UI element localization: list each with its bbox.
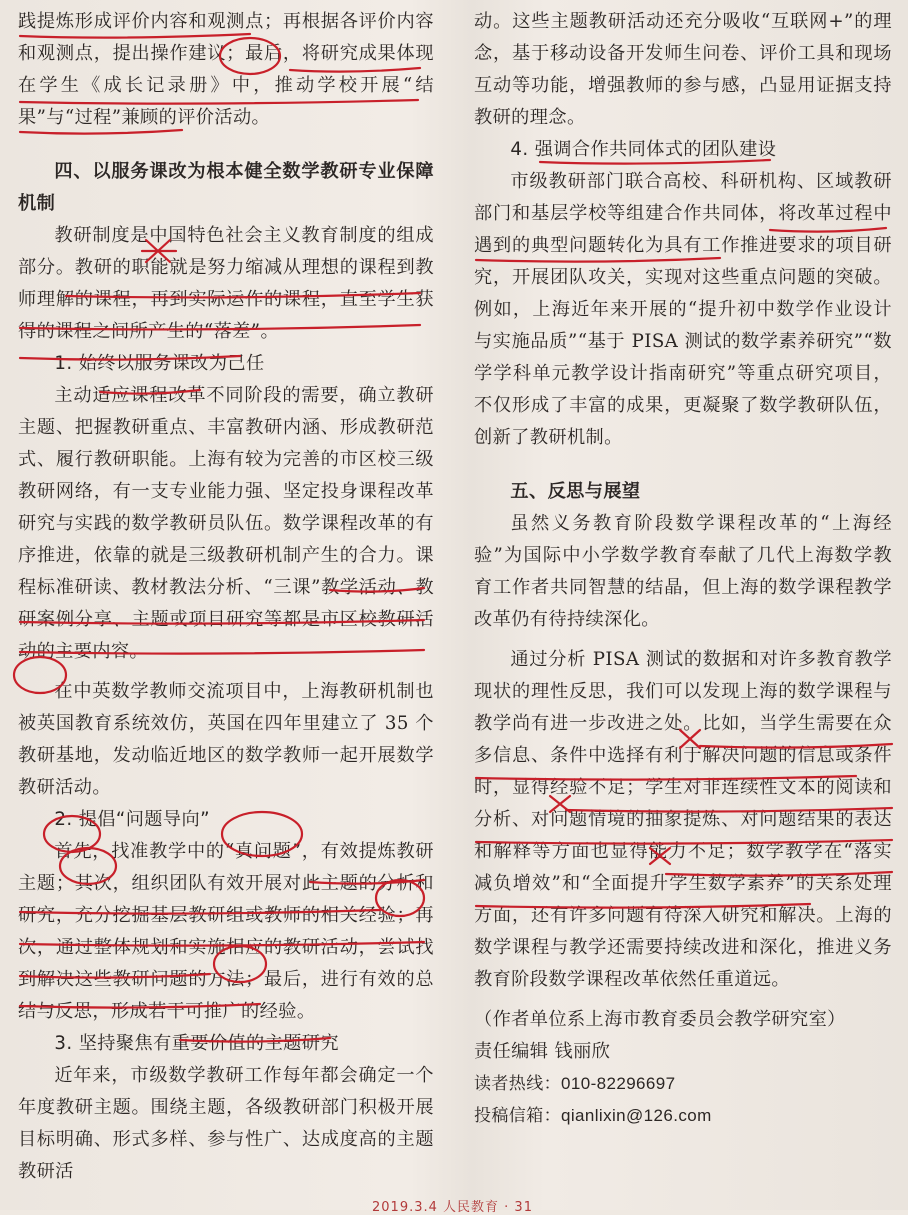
author-affiliation: （作者单位系上海市教育委员会教学研究室） bbox=[474, 1009, 846, 1030]
section5-heading: 五、反思与展望 bbox=[510, 481, 641, 502]
left-column bbox=[18, 6, 434, 1188]
intro-paragraph: 践提炼形成评价内容和观测点；再根据各评价内容和观测点，提出操作建议；最后，将研究成果体现在学生《成长记录册》中，推动学校开展“结果”与“过程”兼顾的评价活动。 bbox=[18, 11, 434, 128]
sub1-paragraph-1: 主动适应课程改革不同阶段的需要，确立教研主题、把握教研重点、丰富教研内涵、形成教研范式、履行教研职能。上海有较为完善的市区校三级教研网络，有一支专业能力强、坚定投身课程改革研究与实践的数学教研员队伍。数学课程改革的有序推进，依靠的就是三级教研机制产生的合力。课程标准研读、教材教法分析、“三课”教学活动、教研案例分享、主题或项目研究等都是市区校教研活动的主要内容。 bbox=[18, 385, 434, 662]
continued-paragraph: 动。这些主题教研活动还充分吸收“互联网+”的理念，基于移动设备开发师生问卷、评价工具和现场互动等功能，增强教师的参与感，凸显用证据支持教研的理念。 bbox=[474, 11, 892, 128]
sub1-heading: 1. 始终以服务课改为己任 bbox=[54, 353, 265, 374]
section5-paragraph-2: 通过分析 PISA 测试的数据和对许多教育教学现状的理性反思，我们可以发现上海的数学课程与教学尚有进一步改进之处。比如，当学生需要在众多信息、条件中选择有利于解决问题的信息或条件时，显得经验不足；学生对非连续性文本的阅读和分析、对问题情境的抽象提炼、对问题结果的表达和解释等方面也显得能力不足；数学教学在“落实减负增效”和“全面提升学生数学素养”的关系处理方面，还有许多问题有待深入研究和解决。上海的数学课程与教学还需要持续改进和深化，推进义务教育阶段数学课程改革依然任重道远。 bbox=[474, 649, 892, 990]
section5-paragraph-1: 虽然义务教育阶段数学课程改革的“上海经验”为国际中小学数学教育奉献了几代上海数学教育工作者共同智慧的结晶，但上海的数学课程教学改革仍有待持续深化。 bbox=[474, 513, 892, 630]
sub4-paragraph: 市级教研部门联合高校、科研机构、区域教研部门和基层学校等组建合作共同体，将改革过程中遇到的典型问题转化为具有工作推进要求的项目研究，开展团队攻关，实现对这些重点问题的突破。例如，上海近年来开展的“提升初中数学作业设计与实施品质”“基于 PISA 测试的数学素养研究”“数学学科单元教学设计指南研究”等重点研究项目，不仅形成了丰富的成果，更凝聚了数学教研队伍，创新了教研机制。 bbox=[474, 171, 892, 448]
section4-heading: 四、以服务课改为根本健全数学教研专业保障机制 bbox=[18, 161, 434, 214]
sub2-paragraph: 首先，找准教学中的“真问题”，有效提炼教研主题；其次，组织团队有效开展对此主题的分析和研究，充分挖掘基层教研组或教师的相关经验；再次，通过整体规划和实施相应的教研活动，尝试找到解决这些教研问题的方法；最后，进行有效的总结与反思，形成若干可推广的经验。 bbox=[18, 841, 434, 1022]
page-footer: 2019.3.4 人民教育 · 31 bbox=[372, 1200, 533, 1215]
responsible-editor: 责任编辑 钱丽欣 bbox=[474, 1041, 611, 1062]
submission-email: 投稿信箱：qianlixin@126.com bbox=[474, 1106, 712, 1125]
sub4-heading: 4. 强调合作共同体式的团队建设 bbox=[510, 139, 777, 160]
right-column bbox=[474, 6, 892, 1132]
section4-paragraph: 教研制度是中国特色社会主义教育制度的组成部分。教研的职能就是努力缩减从理想的课程到教师理解的课程，再到实际运作的课程，直至学生获得的课程之间所产生的“落差”。 bbox=[18, 225, 434, 342]
sub3-paragraph: 近年来，市级数学教研工作每年都会确定一个年度教研主题。围绕主题，各级教研部门积极开展目标明确、形式多样、参与性广、达成度高的主题教研活 bbox=[18, 1065, 434, 1182]
sub1-paragraph-2: 在中英数学教师交流项目中，上海教研机制也被英国教育系统效仿，英国在四年里建立了 35 个教研基地，发动临近地区的数学教师一起开展数学教研活动。 bbox=[18, 681, 434, 798]
reader-hotline: 读者热线：010-82296697 bbox=[474, 1074, 676, 1093]
sub3-heading: 3. 坚持聚焦有重要价值的主题研究 bbox=[54, 1033, 339, 1054]
sub2-heading: 2. 提倡“问题导向” bbox=[54, 809, 210, 830]
